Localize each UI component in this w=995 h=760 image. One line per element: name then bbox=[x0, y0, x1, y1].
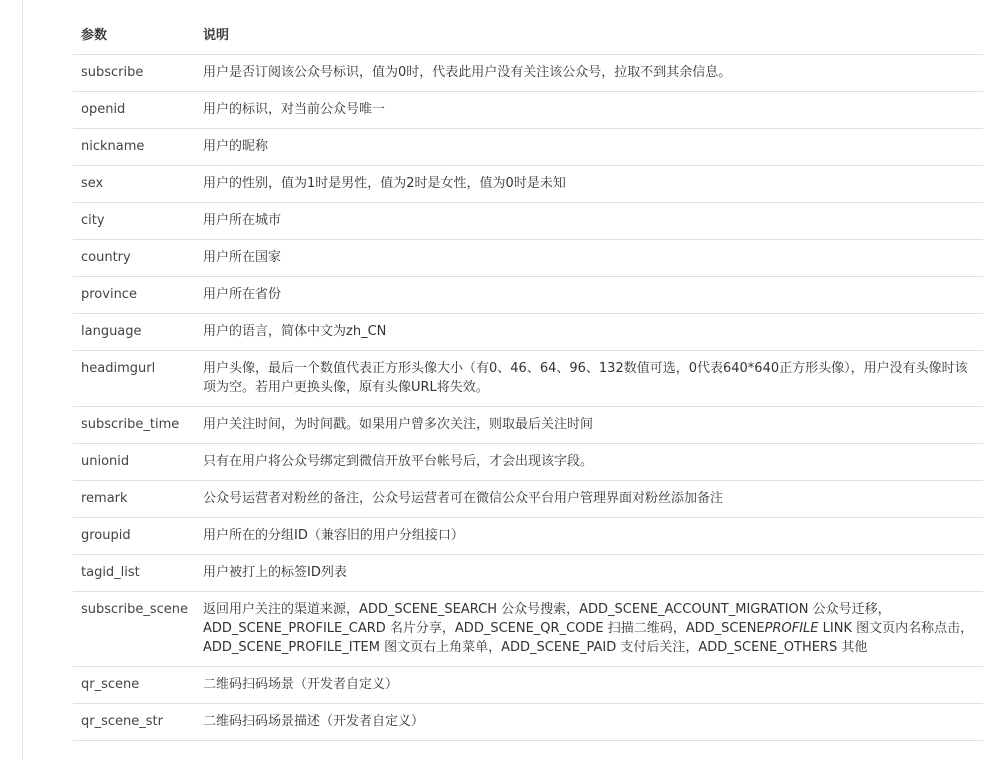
param-description-cell bbox=[195, 203, 983, 240]
table-row bbox=[73, 481, 983, 518]
param-description-cell bbox=[195, 518, 983, 555]
description-text: LINK 图文页内名称点击，ADD_SCENE_PROFILE_ITEM 图文页右上角菜单，ADD_SCENE_PAID 支付后关注，ADD_SCENE_OTHERS 其他 bbox=[203, 621, 974, 655]
table-row bbox=[73, 92, 983, 129]
table-body bbox=[73, 55, 983, 741]
param-name-cell: qr_scene_str bbox=[73, 704, 195, 741]
param-name-cell: subscribe_scene bbox=[73, 592, 195, 667]
param-name-cell: tagid_list bbox=[73, 555, 195, 592]
table-row bbox=[73, 203, 983, 240]
param-name-cell: nickname bbox=[73, 129, 195, 166]
param-name-cell: groupid bbox=[73, 518, 195, 555]
param-description-cell bbox=[195, 407, 983, 444]
table-row bbox=[73, 555, 983, 592]
table-row bbox=[73, 55, 983, 92]
table-header-row bbox=[73, 17, 983, 55]
description-text: 用户所在城市 bbox=[203, 213, 282, 228]
param-description-cell bbox=[195, 129, 983, 166]
description-text: 用户的性别，值为1时是男性，值为2时是女性，值为0时是未知 bbox=[203, 176, 566, 191]
column-header-description: 说明 bbox=[195, 17, 983, 55]
description-text: 返回用户关注的渠道来源，ADD_SCENE_SEARCH 公众号搜索，ADD_SCENE_ACCOUNT_MIGRATION 公众号迁移，ADD_SCENE_PROFILE_CARD 名片分享，ADD_SCENE_QR_CODE 扫描二维码，ADD_SCENE bbox=[203, 602, 891, 636]
param-description-cell bbox=[195, 592, 983, 667]
table-row bbox=[73, 166, 983, 203]
param-name-cell: language bbox=[73, 314, 195, 351]
table-row bbox=[73, 444, 983, 481]
description-text: 用户是否订阅该公众号标识，值为0时，代表此用户没有关注该公众号，拉取不到其余信息。 bbox=[203, 65, 732, 80]
param-name-cell: unionid bbox=[73, 444, 195, 481]
param-name-cell: province bbox=[73, 277, 195, 314]
description-text: 用户头像，最后一个数值代表正方形头像大小（有0、46、64、96、132数值可选，0代表640*640正方形头像），用户没有头像时该项为空。若用户更换头像，原有头像URL将失效。 bbox=[203, 361, 968, 395]
table-row bbox=[73, 592, 983, 667]
param-description-cell bbox=[195, 277, 983, 314]
param-name-cell: remark bbox=[73, 481, 195, 518]
table-row bbox=[73, 351, 983, 407]
param-description-cell bbox=[195, 667, 983, 704]
param-description-cell bbox=[195, 555, 983, 592]
description-text: 公众号运营者对粉丝的备注，公众号运营者可在微信公众平台用户管理界面对粉丝添加备注 bbox=[203, 491, 724, 506]
table-row bbox=[73, 407, 983, 444]
description-text: 用户的标识，对当前公众号唯一 bbox=[203, 102, 386, 117]
param-description-cell bbox=[195, 444, 983, 481]
table-row bbox=[73, 314, 983, 351]
description-text: 用户的昵称 bbox=[203, 139, 269, 154]
table-row bbox=[73, 277, 983, 314]
param-description-cell bbox=[195, 55, 983, 92]
description-text: 只有在用户将公众号绑定到微信开放平台帐号后，才会出现该字段。 bbox=[203, 454, 594, 469]
description-text: 用户关注时间，为时间戳。如果用户曾多次关注，则取最后关注时间 bbox=[203, 417, 594, 432]
description-text: 用户所在省份 bbox=[203, 287, 282, 302]
description-emphasis-text: PROFILE bbox=[764, 621, 819, 636]
description-text: 用户所在的分组ID（兼容旧的用户分组接口） bbox=[203, 528, 464, 543]
param-description-cell bbox=[195, 314, 983, 351]
column-header-param: 参数 bbox=[73, 17, 195, 55]
table-row bbox=[73, 240, 983, 277]
param-name-cell: country bbox=[73, 240, 195, 277]
param-description-cell bbox=[195, 240, 983, 277]
table-row bbox=[73, 704, 983, 741]
param-name-cell: city bbox=[73, 203, 195, 240]
left-border-line bbox=[22, 0, 23, 760]
param-name-cell: subscribe_time bbox=[73, 407, 195, 444]
param-description-cell bbox=[195, 704, 983, 741]
description-text: 用户所在国家 bbox=[203, 250, 282, 265]
table-row bbox=[73, 518, 983, 555]
description-text: 用户被打上的标签ID列表 bbox=[203, 565, 347, 580]
table-row bbox=[73, 667, 983, 704]
param-name-cell: headimgurl bbox=[73, 351, 195, 407]
param-name-cell: openid bbox=[73, 92, 195, 129]
param-name-cell: qr_scene bbox=[73, 667, 195, 704]
param-name-cell: sex bbox=[73, 166, 195, 203]
param-description-cell bbox=[195, 92, 983, 129]
description-text: 二维码扫码场景（开发者自定义） bbox=[203, 677, 399, 692]
param-name-cell: subscribe bbox=[73, 55, 195, 92]
parameter-table bbox=[73, 17, 983, 741]
table-row bbox=[73, 129, 983, 166]
param-description-cell bbox=[195, 351, 983, 407]
param-description-cell bbox=[195, 166, 983, 203]
param-description-cell bbox=[195, 481, 983, 518]
description-text: 用户的语言，简体中文为zh_CN bbox=[203, 324, 387, 339]
description-text: 二维码扫码场景描述（开发者自定义） bbox=[203, 714, 425, 729]
